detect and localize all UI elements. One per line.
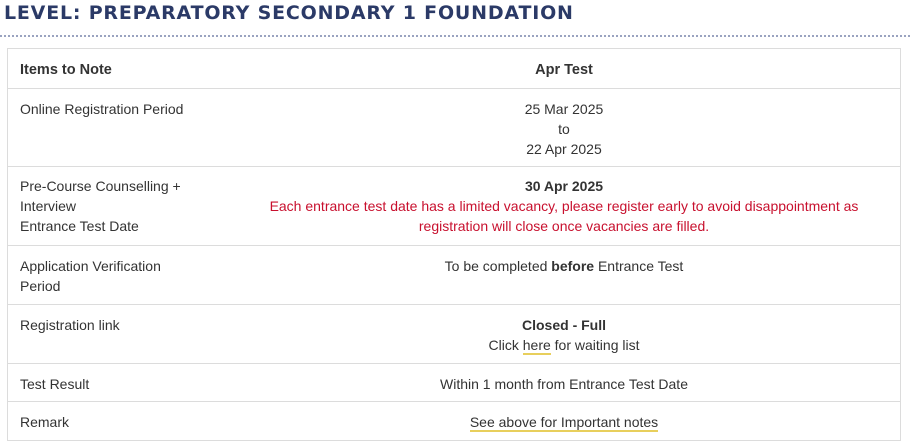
dotted-divider <box>0 35 910 37</box>
table-header-row <box>8 49 900 88</box>
registration-start-date: 25 Mar 2025 <box>524 101 604 117</box>
verification-label-line2: Period <box>20 278 61 294</box>
test-date-value <box>228 167 900 245</box>
table-row-registration-link <box>8 304 900 363</box>
verification-label-line1: Application Verification <box>20 258 161 274</box>
click-prefix: Click <box>488 337 523 353</box>
verification-text-before: To be completed <box>444 258 552 274</box>
registration-period-value <box>228 89 900 166</box>
table-row-test-date <box>8 166 900 245</box>
verification-text-after: Entrance Test <box>594 258 684 274</box>
test-date-label-line2: Interview <box>20 198 77 214</box>
registration-to-text: to <box>558 121 570 137</box>
registration-link-label: Registration link <box>20 317 120 333</box>
registration-end-date: 22 Apr 2025 <box>526 141 602 157</box>
table-row-test-result <box>8 363 900 401</box>
test-date-label-line1: Pre-Course Counselling + <box>20 178 181 194</box>
test-date: 30 Apr 2025 <box>524 178 604 194</box>
important-notes-link[interactable]: See above for Important notes <box>469 414 659 430</box>
table-row-registration-period <box>8 88 900 166</box>
waiting-list-link[interactable]: here <box>522 337 551 353</box>
test-date-label-line3: Entrance Test Date <box>20 218 139 234</box>
table-row-verification <box>8 245 900 304</box>
verification-value <box>228 246 900 304</box>
verification-label <box>8 246 228 304</box>
level-title: LEVEL: PREPARATORY SECONDARY 1 FOUNDATION <box>4 2 574 24</box>
registration-status: Closed - Full <box>522 317 606 333</box>
verification-text-bold: before <box>551 258 595 274</box>
remark-label: Remark <box>20 414 70 430</box>
remark-value <box>228 402 900 440</box>
registration-link-value <box>228 305 900 363</box>
registration-period-label: Online Registration Period <box>20 101 184 117</box>
test-date-label <box>8 167 228 245</box>
test-result-value: Within 1 month from Entrance Test Date <box>440 376 688 392</box>
vacancy-notice-line1: Each entrance test date has a limited vacancy, please register early to avoid disappointment as <box>269 198 859 214</box>
header-apr-test: Apr Test <box>535 62 593 78</box>
waiting-list-line <box>236 335 892 355</box>
table-row-remark <box>8 401 900 440</box>
test-result-label: Test Result <box>20 376 90 392</box>
info-table <box>7 48 901 441</box>
click-suffix: for waiting list <box>550 337 640 353</box>
vacancy-notice-line2: registration will close once vacancies are filled. <box>418 218 710 234</box>
header-items-to-note: Items to Note <box>20 62 112 78</box>
